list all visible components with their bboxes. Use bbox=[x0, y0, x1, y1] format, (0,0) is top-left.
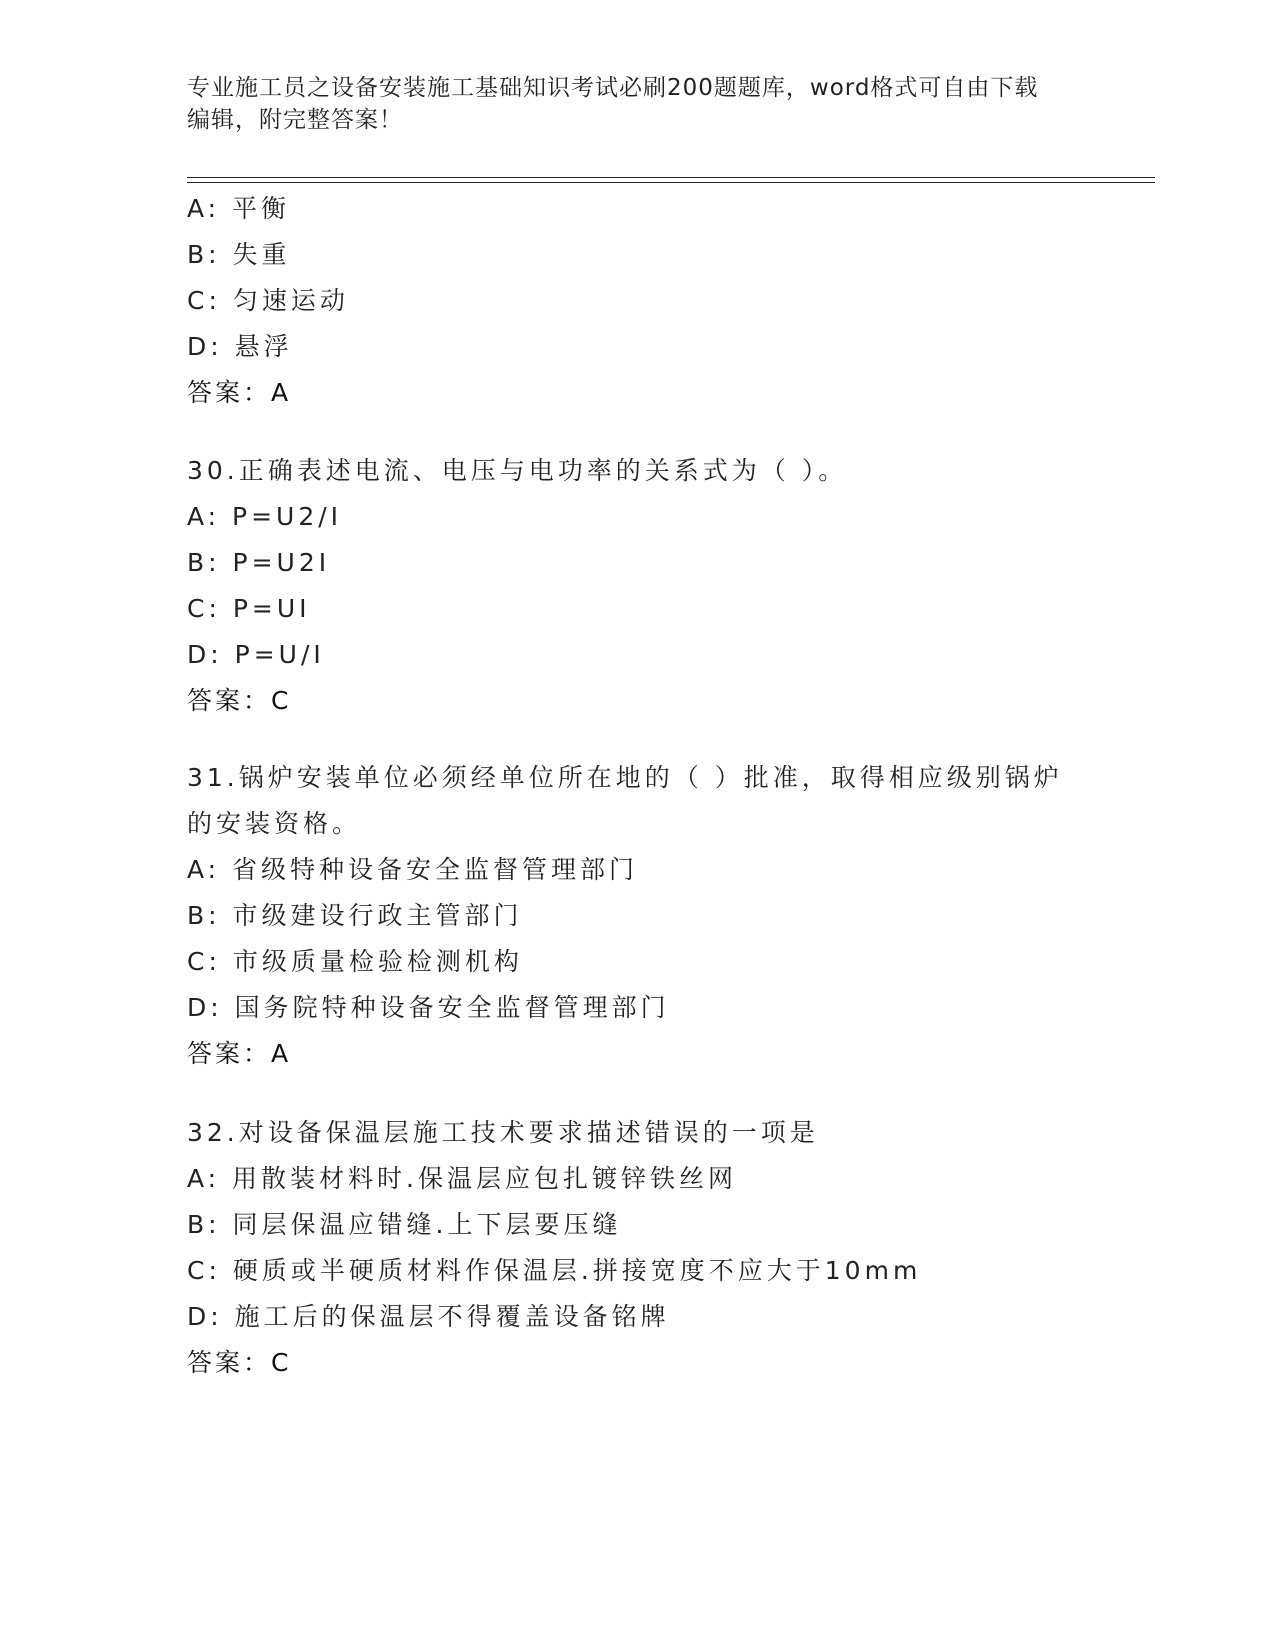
option-c: C: 匀速运动 bbox=[187, 286, 349, 315]
option-d: D: 悬浮 bbox=[187, 332, 293, 361]
answer-line bbox=[187, 370, 1087, 416]
answer-line bbox=[187, 678, 1087, 724]
header-rule-bottom bbox=[187, 182, 1155, 183]
question-29 bbox=[187, 186, 1087, 416]
answer-value: A bbox=[271, 378, 290, 407]
document-header bbox=[187, 72, 1067, 136]
option-b: B: P=U2I bbox=[187, 548, 331, 577]
question-30 bbox=[187, 448, 1087, 724]
answer-value: A bbox=[271, 1039, 290, 1068]
option-c: C: P=UI bbox=[187, 594, 311, 623]
question-32 bbox=[187, 1110, 1087, 1386]
header-line-2: 编辑，附完整答案！ bbox=[187, 107, 403, 133]
option-b: B: 市级建设行政主管部门 bbox=[187, 901, 523, 930]
option-a: A: 平衡 bbox=[187, 194, 291, 223]
header-line-1: 专业施工员之设备安装施工基础知识考试必刷200题题库，word格式可自由下载 bbox=[187, 75, 1039, 101]
option-c: C: 市级质量检验检测机构 bbox=[187, 947, 523, 976]
option-d: D: P=U/I bbox=[187, 640, 325, 669]
header-rule-top bbox=[187, 177, 1155, 178]
answer-line bbox=[187, 1031, 1087, 1077]
option-a: A: 省级特种设备安全监督管理部门 bbox=[187, 855, 639, 884]
option-b: B: 同层保温应错缝.上下层要压缝 bbox=[187, 1210, 622, 1239]
answer-value: C bbox=[271, 686, 290, 715]
option-d: D: 国务院特种设备安全监督管理部门 bbox=[187, 993, 670, 1022]
question-stem-line-1: 31.锅炉安装单位必须经单位所在地的（ ）批准，取得相应级别锅炉 bbox=[187, 763, 1063, 792]
question-stem: 30.正确表述电流、电压与电功率的关系式为（ ）。 bbox=[187, 456, 848, 485]
answer-label: 答案： bbox=[187, 378, 272, 407]
question-31 bbox=[187, 755, 1087, 1077]
option-c: C: 硬质或半硬质材料作保温层.拼接宽度不应大于10mm bbox=[187, 1256, 922, 1285]
option-a: A: P=U2/I bbox=[187, 502, 343, 531]
answer-value: C bbox=[271, 1348, 290, 1377]
question-stem-line-2: 的安装资格。 bbox=[187, 809, 362, 838]
option-a: A: 用散装材料时.保温层应包扎镀锌铁丝网 bbox=[187, 1164, 737, 1193]
answer-label: 答案： bbox=[187, 1039, 272, 1068]
option-d: D: 施工后的保温层不得覆盖设备铭牌 bbox=[187, 1302, 670, 1331]
question-stem: 32.对设备保温层施工技术要求描述错误的一项是 bbox=[187, 1118, 819, 1147]
answer-label: 答案： bbox=[187, 1348, 272, 1377]
option-b: B: 失重 bbox=[187, 240, 291, 269]
answer-label: 答案： bbox=[187, 686, 272, 715]
answer-line bbox=[187, 1340, 1087, 1386]
